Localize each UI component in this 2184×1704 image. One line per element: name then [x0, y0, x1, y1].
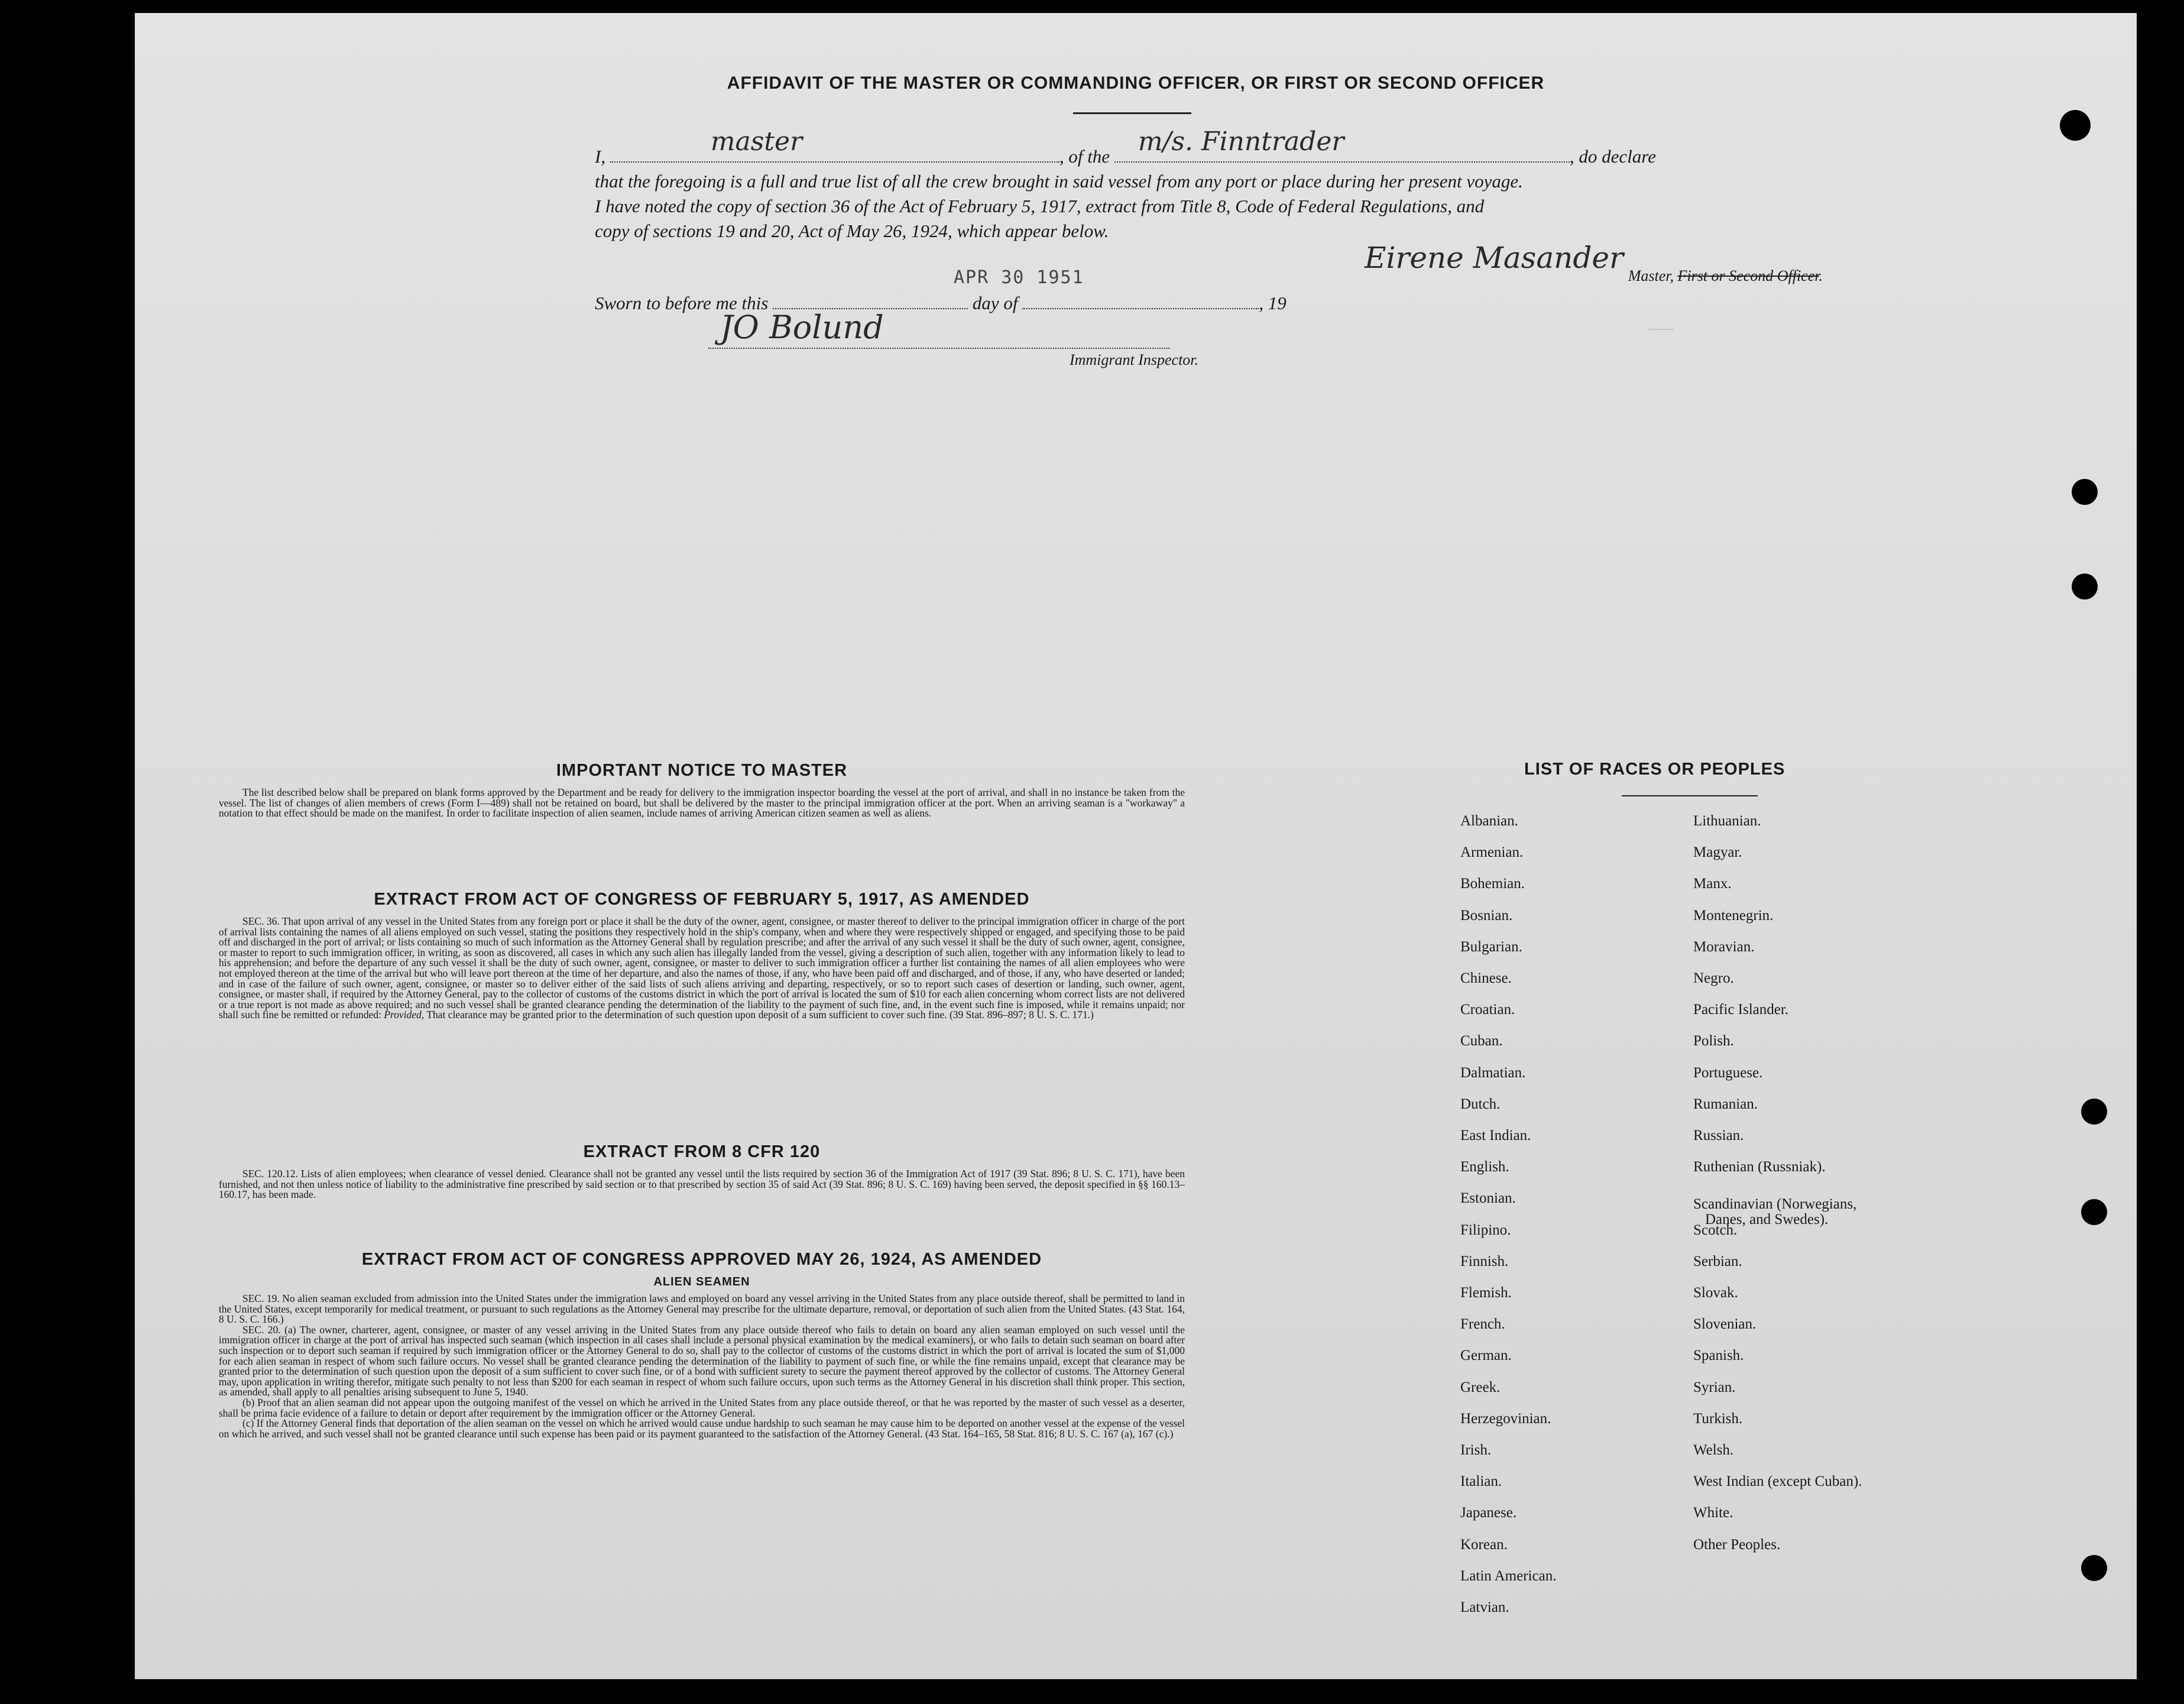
extract-cfr-section	[219, 1142, 1185, 1200]
race-item: Greek.	[1460, 1379, 1501, 1395]
race-item: Dutch.	[1460, 1096, 1501, 1112]
alien-seamen-subheading: ALIEN SEAMEN	[653, 1275, 750, 1288]
race-item: West Indian (except Cuban).	[1693, 1473, 1862, 1490]
affidavit-line-4: copy of sections 19 and 20, Act of May 26, 1924, which appear below.	[595, 221, 1109, 241]
race-item: Russian.	[1693, 1128, 1744, 1143]
race-item: English.	[1460, 1159, 1509, 1175]
race-item: Other Peoples.	[1693, 1536, 1781, 1553]
race-item: German.	[1460, 1347, 1512, 1364]
declarant-prefix: I,	[595, 146, 606, 167]
races-heading: LIST OF RACES OR PEOPLES	[1524, 760, 1786, 779]
race-item: Irish.	[1460, 1442, 1492, 1458]
race-item: Scandinavian (Norwegians,	[1693, 1196, 1857, 1213]
punch-hole	[2081, 1199, 2107, 1225]
affidavit-line-2: that the foregoing is a full and true list of all the crew brought in said vessel from any port or place during her present voyage.	[595, 171, 1523, 192]
sec-20b-text: (b) Proof that an alien seaman did not appear upon the outgoing manifest of the vessel on which he arrived in the United States from any place outside thereof, or that he was reported by the master of such vessel as a deserter, shall be prima facie evidence of a failure to detain or deport after requirement by the immigration officer or the Attorney General.	[219, 1396, 1185, 1419]
master-signature: Eirene Masander	[1365, 241, 1624, 275]
race-item: Slovenian.	[1693, 1316, 1757, 1333]
vessel-name-handwriting: m/s. Finntrader	[1138, 127, 1344, 157]
race-item: Slovak.	[1693, 1285, 1738, 1301]
do-declare-label: , do declare	[1569, 146, 1656, 167]
affidavit-line-3: I have noted the copy of section 36 of the Act of February 5, 1917, extract from Title 8, Code of Federal Regulations, and	[595, 196, 1485, 216]
provided-word: Provided,	[384, 1009, 425, 1021]
struck-officer-label: First or Second Officer	[1677, 267, 1819, 284]
master-label-end: .	[1819, 267, 1823, 284]
year-prefix: , 19	[1259, 293, 1287, 313]
race-item: Bosnian.	[1460, 907, 1513, 924]
extract-1917-body: SEC. 36. That upon arrival of any vessel in the United States from any foreign port or place it shall be the duty of the owner, agent, consignee, or master thereof to deliver to the principal immigration officer in charge of the port of arrival lists containing the names of all aliens employed on such vessel, stating the positions they respectively hold in the ship's company, when and where they were respectively shipped or engaged, and specifying those to be paid off and discharged in the port of arrival; or lists containing so much of such information as the Attorney General shall by regulation prescribe; and after the arrival of any such vessel it shall be the duty of such owner, agent, consignee, or master to report to such immigration officer, in writing, as soon as discovered, all cases in which any such alien has illegally landed from the vessel, giving a description of such alien, together with any information likely to lead to his apprehension; and before the departure of any such vessel it shall be the duty of such owner, agent, consignee, or master to deliver to such immigration officer a further list containing the names of all alien employees who were not employed thereon at the time of the arrival but who will leave port thereon at the time of her departure, and also the names of those, if any, who have been paid off and discharged, and of those, if any, who have deserted or landed; and in case of the failure of such owner, agent, consignee, or master so to deliver either of the said lists of such aliens arriving and departing, respectively, or so to report such cases of desertion or landing, such owner, agent, consignee, or master shall, if required by the Attorney General, pay to the collector of customs of the customs district in which the port of arrival is located the sum of $10 for each alien concerning whom correct lists are not delivered or a true report is not made as above required; and no such vessel shall be granted clearance pending the determination of the liability to the payment of such fine, and, in the event such fine is imposed, while it remains unpaid; nor shall such fine be remitted or refunded:	[219, 915, 1185, 1021]
races-heading-underline	[1622, 795, 1758, 796]
extract-1924-heading: EXTRACT FROM ACT OF CONGRESS APPROVED MAY 26, 1924, AS AMENDED	[361, 1250, 1042, 1269]
race-item: Manx.	[1693, 876, 1732, 892]
declarant-name-field[interactable]	[610, 127, 1059, 163]
race-item: Turkish.	[1693, 1410, 1743, 1427]
affidavit-title: AFFIDAVIT OF THE MASTER OR COMMANDING OFFICER, OR FIRST OR SECOND OFFICER	[727, 73, 1545, 93]
race-item: Latin American.	[1460, 1567, 1557, 1584]
master-title-line	[1456, 267, 1823, 285]
race-item: Spanish.	[1693, 1347, 1744, 1364]
races-left-column	[1460, 813, 1697, 1641]
race-item: Portuguese.	[1693, 1064, 1763, 1081]
race-item: Chinese.	[1460, 970, 1512, 986]
extract-1924-section	[219, 1250, 1185, 1439]
extract-1917-body-end: That clearance may be granted prior to the determination of such question upon deposit of a sum sufficient to cover such fine. (39 Stat. 896–897; 8 U. S. C. 171.)	[426, 1009, 1094, 1021]
document-page	[135, 13, 2137, 1679]
title-underline	[1073, 112, 1191, 114]
notice-heading: IMPORTANT NOTICE TO MASTER	[556, 761, 848, 780]
race-item: Filipino.	[1460, 1222, 1511, 1238]
races-heading-block	[1524, 760, 2115, 779]
race-item: Magyar.	[1693, 844, 1742, 861]
race-item: Herzegovinian.	[1460, 1410, 1551, 1427]
race-item: Syrian.	[1693, 1379, 1736, 1395]
race-item: Estonian.	[1460, 1190, 1516, 1207]
punch-hole	[2072, 479, 2098, 505]
race-item: Montenegrin.	[1693, 907, 1774, 924]
race-item: Bulgarian.	[1460, 938, 1522, 955]
race-item: Albanian.	[1460, 813, 1518, 829]
inspector-signature-line	[708, 348, 1169, 349]
inspector-signature: JO Bolund	[720, 309, 884, 346]
race-item: Latvian.	[1460, 1599, 1509, 1615]
race-item: Japanese.	[1460, 1505, 1517, 1521]
race-item: Finnish.	[1460, 1253, 1509, 1269]
race-item: Moravian.	[1693, 938, 1755, 955]
of-the-label: , of the	[1059, 146, 1110, 167]
race-item: Ruthenian (Russniak).	[1693, 1159, 1826, 1175]
sec-20c-text: (c) If the Attorney General finds that deportation of the alien seaman on the vessel on which he arrived would cause undue hardship to such seaman he may cause him to be deported on another vessel at the expense of the vessel on which he arrived, and such vessel shall not be granted clearance until such expense has been paid or its payment guaranteed to the satisfaction of the Attorney General. (43 Stat. 164–165, 58 Stat. 816; 8 U. S. C. 167 (a), 167 (c).)	[219, 1417, 1185, 1440]
race-item: Bohemian.	[1460, 876, 1525, 892]
sec-19-text: SEC. 19. No alien seaman excluded from admission into the United States under the immigration laws and employed on board any vessel arriving in the United States from any place outside thereof, shall be permitted to land in the United States, except temporarily for medical treatment, or pursuant to such regulations as the Attorney General may prescribe for the ultimate departure, removal, or deportation of such alien from the United States. (43 Stat. 164, 8 U. S. C. 166.)	[219, 1292, 1185, 1326]
sworn-day-field[interactable]	[773, 291, 968, 309]
race-item: Dalmatian.	[1460, 1064, 1526, 1081]
date-stamp: APR 30 1951	[954, 267, 1084, 288]
extract-1917-text	[219, 916, 1185, 1021]
race-item: Polish.	[1693, 1033, 1734, 1049]
sworn-prefix: Sworn to before me this	[595, 293, 769, 313]
extract-cfr-heading: EXTRACT FROM 8 CFR 120	[583, 1142, 821, 1161]
race-item: Danes, and Swedes).	[1705, 1211, 1829, 1228]
extract-cfr-text: SEC. 120.12. Lists of alien employees; when clearance of vessel denied. Clearance shall not be granted any vessel until the lists required by section 36 of the Immigration Act of 1917 (39 Stat. 896; 8 U. S. C. 171), have been furnished, and not then unless notice of liability to the administrative fine prescribed by said section or to that prescribed by section 35 of said Act (39 Stat. 896; 8 U. S. C. 169) having been served, the deposit specified in §§ 160.13–160.17, has been made.	[219, 1168, 1185, 1201]
races-right-column	[1693, 813, 1989, 1641]
race-item: Armenian.	[1460, 844, 1524, 861]
race-item: Korean.	[1460, 1536, 1508, 1553]
race-item: Rumanian.	[1693, 1096, 1758, 1112]
race-item: East Indian.	[1460, 1128, 1531, 1143]
notice-section	[219, 761, 1185, 819]
race-item: Welsh.	[1693, 1442, 1734, 1458]
race-item: Lithuanian.	[1693, 813, 1761, 829]
declarant-name-handwriting: master	[710, 127, 803, 157]
race-item: Serbian.	[1693, 1253, 1742, 1269]
master-label: Master,	[1628, 267, 1674, 284]
notice-text: The list described below shall be prepared on blank forms approved by the Department and be ready for delivery to the immigration inspector boarding the vessel at the port of arrival, and shall in no instance be taken from the vessel. The list of changes of alien members of crews (Form I—489) shall not be retained on board, but shall be delivered by the master to the principal immigration officer at the port. When an arriving seaman is a "workaway" a notation to that effect should be made on the manifest. In order to facilitate inspection of alien seamen, include names of arriving American citizen seamen as well as aliens.	[219, 786, 1185, 819]
race-item: Italian.	[1460, 1473, 1502, 1490]
sworn-month-field[interactable]	[1022, 291, 1259, 309]
race-item: Croatian.	[1460, 1002, 1515, 1018]
vessel-name-field[interactable]	[1114, 127, 1570, 163]
race-item: White.	[1693, 1505, 1733, 1521]
sec-20a-text: SEC. 20. (a) The owner, charterer, agent, consignee, or master of any vessel arriving in the United States from any place outside thereof who fails to detain on board any alien seaman employed on such vessel until the immigration officer in charge at the port of arrival has inspected such seaman (which inspection in all cases shall include a personal physical examination by the medical examiners), or who fails to detain such seaman on board after such inspection or to deport such seaman if required by such immigration officer or the Attorney General to do so, shall pay to the collector of customs of the customs district in which the port of arrival is located the sum of $1,000 for each alien seaman in respect of whom such failure occurs. No vessel shall be granted clearance pending the determination of the liability to payment of such fine, or while the fine remains unpaid, except that clearance may be granted prior to the determination of such question upon the deposit of a sum sufficient to cover such fine, or of a bond with sufficient surety to secure the payment thereof approved by the collector of customs. The Attorney General may, upon application in writing therefor, mitigate such penalty to not less than $200 for each seaman in respect of whom such failure occurs, upon such terms as the Attorney General in his discretion shall think proper. This section, as amended, shall apply to all penalties arising subsequent to June 5, 1940.	[219, 1323, 1185, 1398]
punch-hole	[2060, 110, 2091, 141]
inspector-label: Immigrant Inspector.	[1069, 351, 1199, 368]
race-item: Cuban.	[1460, 1033, 1503, 1049]
punch-hole	[2072, 574, 2098, 600]
race-item: Flemish.	[1460, 1285, 1512, 1301]
bleed-through-text: ———	[1648, 320, 1674, 337]
extract-1917-heading: EXTRACT FROM ACT OF CONGRESS OF FEBRUARY 5, 1917, AS AMENDED	[374, 890, 1030, 909]
affidavit-line-1	[595, 127, 1848, 169]
race-item: Negro.	[1693, 970, 1734, 986]
race-item: French.	[1460, 1316, 1505, 1333]
punch-hole	[2081, 1555, 2107, 1581]
day-of-label: day of	[972, 293, 1018, 313]
punch-hole	[2081, 1099, 2107, 1125]
extract-1917-section	[219, 890, 1185, 1021]
race-item: Scotch.	[1693, 1222, 1738, 1238]
race-item: Pacific Islander.	[1693, 1002, 1789, 1018]
